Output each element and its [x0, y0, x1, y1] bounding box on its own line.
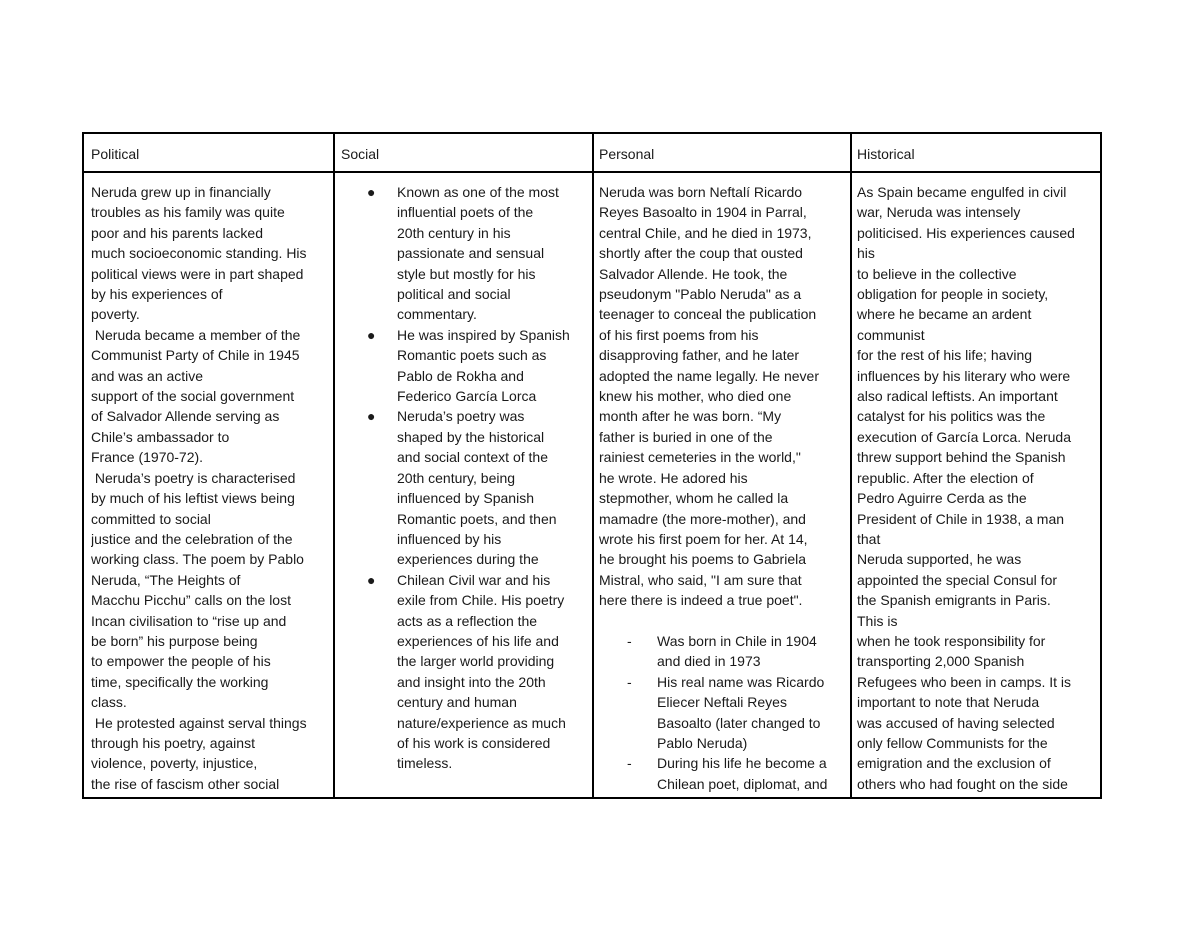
text-line: President of Chile in 1938, a man [857, 510, 1065, 527]
bullet-item-line [337, 366, 589, 386]
bullet-item-line [337, 509, 589, 529]
text-line: important to note that Neruda [857, 694, 1040, 711]
bullet-item-line [337, 345, 589, 365]
text-line: threw support behind the Spanish [857, 449, 1066, 466]
text-line: teenager to conceal the publication [599, 306, 817, 323]
text-line: he wrote. He adored his [599, 469, 748, 486]
bullet-item-line [337, 427, 589, 447]
header-political: Political [91, 146, 140, 162]
bullet-text: style but mostly for his [397, 265, 536, 282]
personal-cell [599, 182, 847, 797]
text-line: This is [857, 612, 898, 629]
text-line: As Spain became engulfed in civil [857, 184, 1067, 200]
bullet-text: political and social [397, 286, 511, 303]
bullet-marker: ● [367, 408, 376, 425]
bullet-item-line [337, 611, 589, 631]
bullet-marker: ● [367, 326, 376, 343]
bullet-text: shaped by the historical [397, 428, 545, 445]
text-line: influences by his literary who were [857, 367, 1071, 384]
text-line: where he became an ardent [857, 306, 1032, 323]
text-line: working class. The poem by Pablo [91, 551, 304, 568]
bullet-text: 20th century, being [397, 469, 516, 486]
text-line: Neruda was born Neftalí Ricardo [599, 184, 803, 200]
text-line: Macchu Picchu” calls on the lost [91, 592, 291, 609]
text-line: he brought his poems to Gabriela [599, 551, 807, 568]
dash-item-line [599, 651, 847, 671]
text-line: catalyst for his politics was the [857, 408, 1046, 425]
text-line: was accused of having selected [857, 714, 1055, 731]
text-line: obligation for people in society, [857, 286, 1049, 303]
bullet-item-line [337, 468, 589, 488]
text-line: Neruda, “The Heights of [91, 571, 241, 588]
text-line: class. [91, 694, 127, 711]
text-line: by his experiences of [91, 286, 223, 303]
text-line: troubles as his family was quite [91, 204, 285, 221]
text-line: political views were in part shaped [91, 265, 304, 282]
dash-item-line [599, 753, 847, 773]
dash-text: Basoalto (later changed to [657, 714, 821, 731]
dash-item-line [599, 631, 847, 651]
text-line: that [857, 530, 881, 547]
text-line: Neruda supported, he was [857, 551, 1022, 568]
bullet-text: influenced by his [397, 530, 502, 547]
bullet-item-line [337, 386, 589, 406]
dash-marker: - [627, 673, 632, 690]
text-line: to empower the people of his [91, 653, 271, 670]
bullet-text: He was inspired by Spanish [397, 326, 570, 343]
text-line: also radical leftists. An important [857, 388, 1058, 405]
bullet-text: and insight into the 20th [397, 673, 546, 690]
text-line: emigration and the exclusion of [857, 755, 1051, 772]
text-line: transporting 2,000 Spanish [857, 653, 1025, 670]
bullet-item-line [337, 202, 589, 222]
text-line: the Spanish emigrants in Paris. [857, 592, 1051, 609]
text-line: knew his mother, who died one [599, 388, 792, 405]
text-line: much socioeconomic standing. His [91, 245, 307, 262]
bullet-text: commentary. [397, 306, 477, 323]
text-line: justice and the celebration of the [91, 530, 293, 547]
header-historical: Historical [857, 146, 915, 162]
dash-text: Eliecer Neftali Reyes [657, 694, 787, 711]
social-cell [337, 182, 589, 797]
text-line: mamadre (the more-mother), and [599, 510, 806, 527]
text-line: for the rest of his life; having [857, 347, 1033, 364]
text-line: Neruda’s poetry is characterised [91, 469, 296, 486]
text-line: of his first poems from his [599, 326, 759, 343]
bullet-item-line [337, 264, 589, 284]
text-line: his [857, 245, 875, 262]
text-line: stepmother, whom he called la [599, 490, 789, 507]
text-line: He protested against serval things [91, 714, 307, 731]
header-personal: Personal [599, 146, 655, 162]
bullet-item-line [337, 713, 589, 733]
dash-marker: - [627, 632, 632, 649]
bullet-text: acts as a reflection the [397, 612, 538, 629]
text-line: only fellow Communists for the [857, 734, 1048, 751]
text-line: shortly after the coup that ousted [599, 245, 803, 262]
bullet-text: influenced by Spanish [397, 490, 534, 507]
bullet-item-line [337, 692, 589, 712]
text-line: Communist Party of Chile in 1945 [91, 347, 300, 364]
text-line: wrote his first poem for her. At 14, [599, 530, 808, 547]
dash-item-line [599, 774, 847, 794]
text-line: violence, poverty, injustice, [91, 755, 258, 772]
text-line: and was an active [91, 367, 204, 384]
text-line: father is buried in one of the [599, 428, 773, 445]
bullet-text: exile from Chile. His poetry [397, 592, 565, 609]
bullet-item-line [337, 223, 589, 243]
text-line: Neruda grew up in financially [91, 184, 271, 200]
bullet-text: passionate and sensual [397, 245, 545, 262]
text-line: through his poetry, against [91, 734, 255, 751]
bullet-item-line [337, 753, 589, 773]
bullet-item-line [337, 529, 589, 549]
header-divider [84, 171, 1100, 173]
dash-item-line [599, 672, 847, 692]
text-line: of Salvador Allende serving as [91, 408, 280, 425]
bullet-item-line [337, 549, 589, 569]
bullet-text: influential poets of the [397, 204, 534, 221]
bullet-item-line [337, 651, 589, 671]
spacer [599, 611, 847, 631]
text-line: Reyes Basoalto in 1904 in Parral, [599, 204, 807, 221]
text-line: rainiest cemeteries in the world," [599, 449, 801, 466]
bullet-text: of his work is considered [397, 734, 551, 751]
text-line: Salvador Allende. He took, the [599, 265, 788, 282]
text-line: others who had fought on the side [857, 775, 1068, 792]
text-line: be born” his purpose being [91, 632, 258, 649]
bullet-marker: ● [367, 184, 376, 200]
bullet-text: timeless. [397, 755, 453, 772]
text-line: communist [857, 326, 925, 343]
text-line: adopted the name legally. He never [599, 367, 819, 384]
text-line: support of the social government [91, 388, 295, 405]
bullet-item-line [337, 182, 589, 202]
bullet-text: century and human [397, 694, 517, 711]
bullet-item-line [337, 488, 589, 508]
bullet-item-line [337, 284, 589, 304]
text-line: month after he was born. “My [599, 408, 782, 425]
text-line: the rise of fascism other social [91, 775, 280, 792]
column-divider [592, 134, 594, 797]
text-line: Refugees who been in camps. It is [857, 673, 1072, 690]
bullet-text: nature/experience as much [397, 714, 566, 731]
bullet-text: and social context of the [397, 449, 548, 466]
column-divider [850, 134, 852, 797]
column-divider [333, 134, 335, 797]
text-line: by much of his leftist views being [91, 490, 295, 507]
dash-text: Pablo Neruda) [657, 734, 748, 751]
bullet-text: Federico García Lorca [397, 388, 537, 405]
dash-item-line [599, 713, 847, 733]
text-line: central Chile, and he died in 1973, [599, 224, 812, 241]
text-line: to believe in the collective [857, 265, 1017, 282]
bullet-item-line [337, 243, 589, 263]
dash-marker: - [627, 755, 632, 772]
context-table [82, 132, 1102, 799]
bullet-text: Pablo de Rokha and [397, 367, 524, 384]
dash-item-line [599, 692, 847, 712]
text-line: appointed the special Consul for [857, 571, 1058, 588]
bullet-text: experiences during the [397, 551, 539, 568]
bullet-item-line [337, 406, 589, 426]
text-line: pseudonym "Pablo Neruda" as a [599, 286, 802, 303]
text-line: here there is indeed a true poet". [599, 592, 803, 609]
bullet-item-line [337, 672, 589, 692]
text-line: Pedro Aguirre Cerda as the [857, 490, 1027, 507]
bullet-item-line [337, 590, 589, 610]
text-line: Neruda became a member of the [91, 326, 301, 343]
dash-text: His real name was Ricardo [657, 673, 825, 690]
text-line: war, Neruda was intensely [857, 204, 1021, 221]
text-line: time, specifically the working [91, 673, 269, 690]
bullet-text: Neruda’s poetry was [397, 408, 525, 425]
text-line: Incan civilisation to “rise up and [91, 612, 287, 629]
political-cell [91, 182, 329, 797]
text-line: republic. After the election of [857, 469, 1034, 486]
text-line: politicised. His experiences caused [857, 224, 1075, 241]
bullet-text: Romantic poets, and then [397, 510, 557, 527]
text-line: when he took responsibility for [857, 632, 1046, 649]
dash-text: During his life he become a [657, 755, 827, 772]
bullet-text: experiences of his life and [397, 632, 559, 649]
text-line: poor and his parents lacked [91, 224, 263, 241]
dash-text: Was born in Chile in 1904 [657, 632, 817, 649]
bullet-item-line [337, 304, 589, 324]
header-social: Social [341, 146, 380, 162]
bullet-text: Known as one of the most [397, 184, 559, 200]
bullet-item-line [337, 570, 589, 590]
text-line: Mistral, who said, "I am sure that [599, 571, 802, 588]
bullet-item-line [337, 447, 589, 467]
dash-text: Chilean poet, diplomat, and [657, 775, 828, 792]
bullet-text: the larger world providing [397, 653, 555, 670]
bullet-item-line [337, 631, 589, 651]
bullet-marker: ● [367, 571, 376, 588]
dash-item-line [599, 733, 847, 753]
text-line: execution of García Lorca. Neruda [857, 428, 1072, 445]
text-line: poverty. [91, 306, 140, 323]
bullet-item-line [337, 325, 589, 345]
text-line: Chile’s ambassador to [91, 428, 230, 445]
historical-cell [857, 182, 1101, 797]
bullet-item-line [337, 733, 589, 753]
bullet-text: Chilean Civil war and his [397, 571, 551, 588]
text-line: committed to social [91, 510, 211, 527]
bullet-text: Romantic poets such as [397, 347, 547, 364]
text-line: disapproving father, and he later [599, 347, 800, 364]
text-line: France (1970-72). [91, 449, 204, 466]
dash-text: and died in 1973 [657, 653, 761, 670]
bullet-text: 20th century in his [397, 224, 511, 241]
